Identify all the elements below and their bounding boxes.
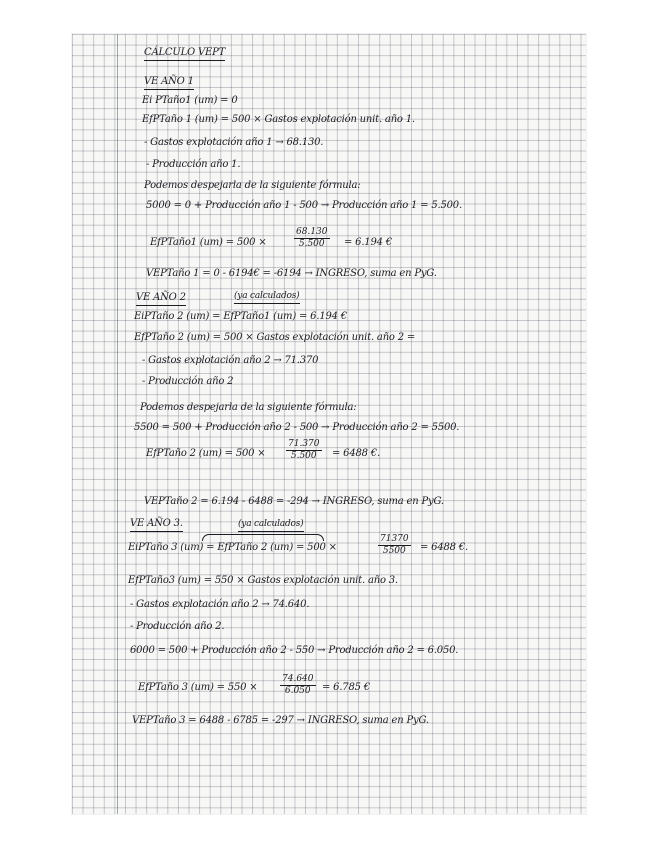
year1-ef-definition: EfPTaño 1 (um) = 500 × Gastos explotación unit. año 1. [142,114,415,125]
year2-ef-calc-result: = 6488 €. [332,448,380,459]
year3-ef-calc-result: = 6.785 € [322,682,370,693]
year2-produccion: - Producción año 2 [142,376,234,387]
fraction-numerator: 68.130 [296,227,328,237]
fraction-numerator: 74.640 [282,674,314,684]
year3-ei-lhs: EiPTaño 3 (um) = EfPTaño 2 (um) = 500 × [128,542,337,553]
year3-ei-fraction [378,534,411,557]
year3-formula: 6000 = 500 + Producción año 2 - 550 → Producción año 2 = 6.050. [130,645,459,656]
year3-ef-calc-fraction [280,674,316,697]
year1-ef-calc-result: = 6.194 € [344,237,392,248]
year3-ef-calc-lhs: EfPTaño 3 (um) = 550 × [138,682,258,693]
year2-header: VE AÑO 2 [136,292,186,303]
year3-note-brace [202,534,324,541]
page-title: CÁLCULO VEPT [144,47,226,58]
year3-vept: VEPTaño 3 = 6488 - 6785 = -297 → INGRESO, suma en PyG. [132,715,429,726]
year1-ei: Ei PTaño1 (um) = 0 [142,95,238,106]
fraction-denominator: 6.050 [284,686,311,696]
year1-produccion: - Producción año 1. [146,159,241,170]
notebook-page [72,34,586,814]
year1-formula-intro: Podemos despejarla de la siguiente fórmula: [144,180,361,191]
year3-ef-definition: EfPTaño3 (um) = 550 × Gastos explotación unit. año 3. [128,575,398,586]
year2-ef-calc-lhs: EfPTaño 2 (um) = 500 × [146,448,266,459]
year1-vept: VEPTaño 1 = 0 - 6194€ = -6194 → INGRESO, suma en PyG. [146,268,437,279]
year3-header: VE AÑO 3. [130,518,183,529]
fraction-denominator: 5.500 [290,451,317,461]
fraction-denominator: 5.500 [298,239,325,249]
year3-gastos: - Gastos explotación año 2 → 74.640. [130,599,310,610]
year1-header: VE AÑO 1 [144,76,194,87]
year2-gastos: - Gastos explotación año 2 → 71.370 [142,355,319,366]
year1-gastos: - Gastos explotación año 1 → 68.130. [144,137,324,148]
fraction-denominator: 5500 [382,546,406,556]
year1-ef-calc-fraction [294,227,330,250]
margin-line [117,34,118,814]
year2-formula: 5500 = 500 + Producción año 2 - 500 → Producción año 2 = 5500. [134,422,460,433]
year2-vept: VEPTaño 2 = 6.194 - 6488 = -294 → INGRESO, suma en PyG. [144,496,444,507]
year2-ef-calc-fraction [286,439,322,462]
fraction-numerator: 71370 [380,534,409,544]
year1-ef-calc-lhs: EfPTaño1 (um) = 500 × [150,237,267,248]
year3-ei-result: = 6488 €. [420,542,468,553]
year2-ef-definition: EfPTaño 2 (um) = 500 × Gastos explotación unit. año 2 = [134,332,416,343]
year3-note: (ya calculados) [238,519,304,529]
year2-note: (ya calculados) [234,291,300,301]
year2-formula-intro: Podemos despejarla de la siguiente fórmula: [140,402,357,413]
year1-formula: 5000 = 0 + Producción año 1 - 500 → Producción año 1 = 5.500. [146,200,462,211]
year3-produccion: - Producción año 2. [130,621,225,632]
year2-ei: EiPTaño 2 (um) = EfPTaño1 (um) = 6.194 € [134,311,347,322]
fraction-numerator: 71.370 [288,439,320,449]
